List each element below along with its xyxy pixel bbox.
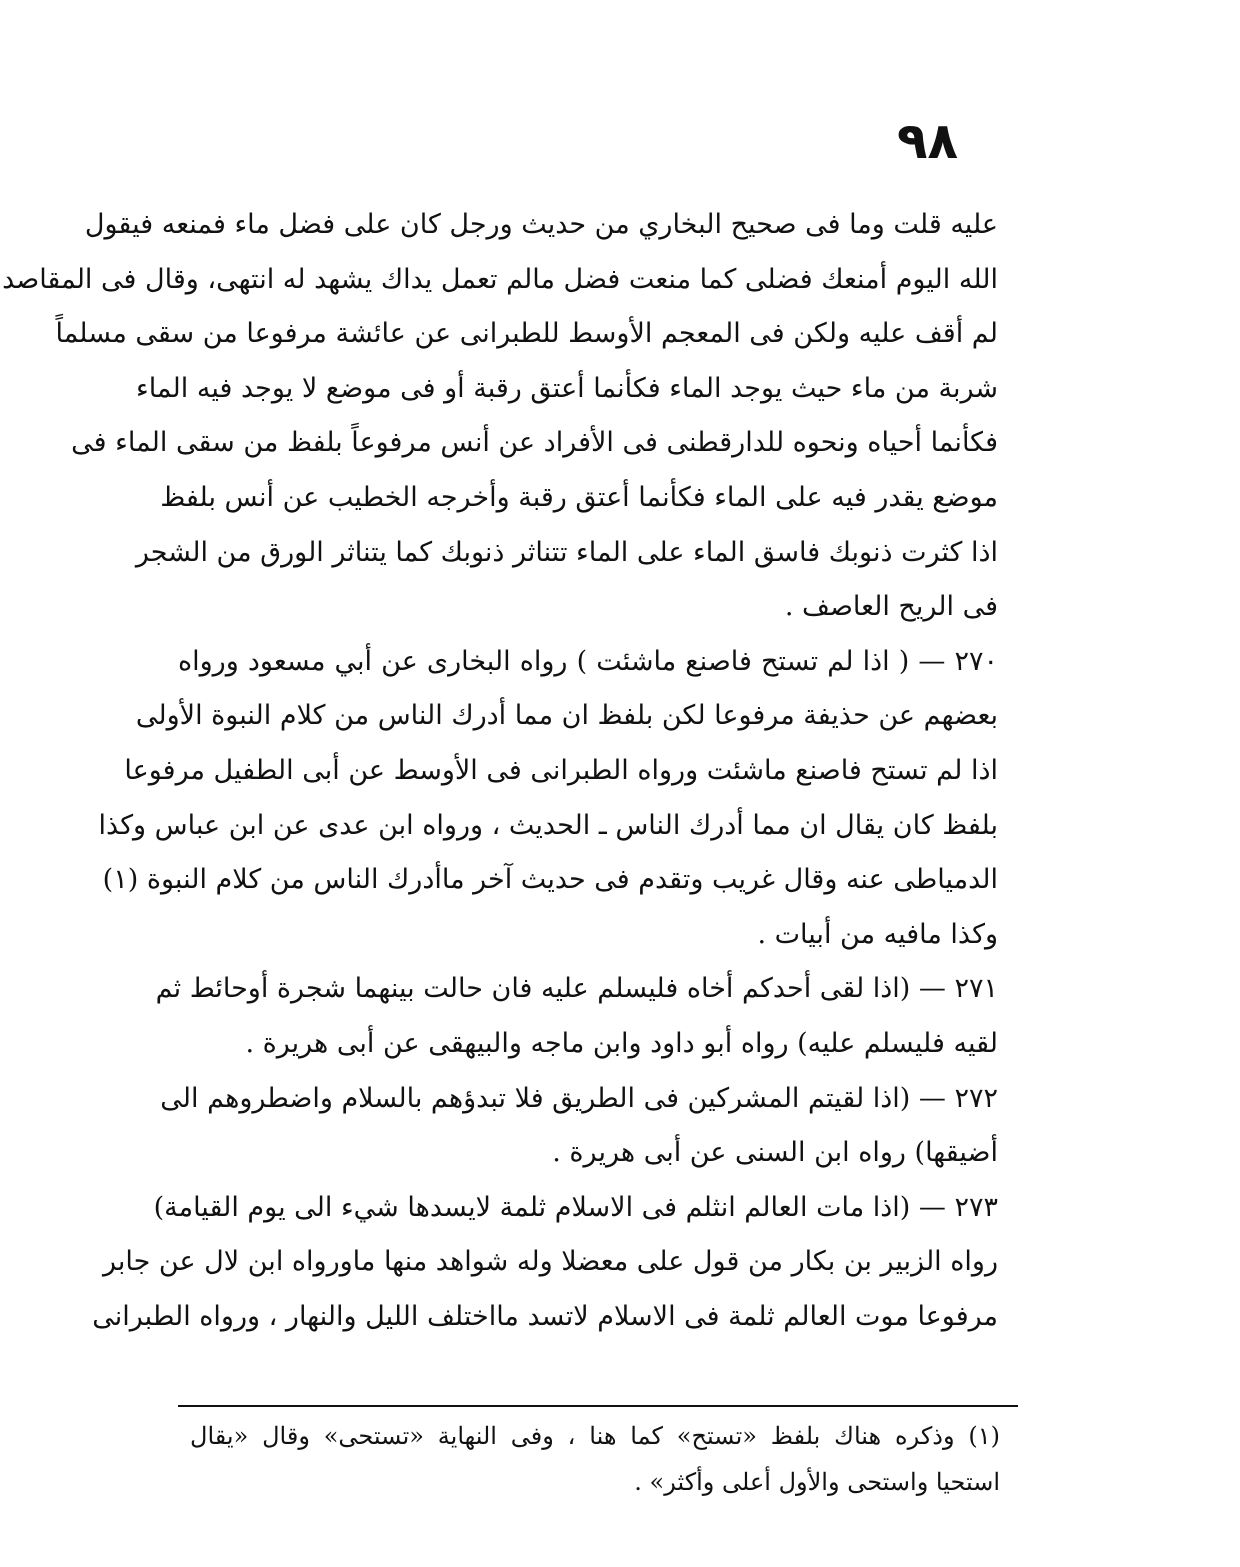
footnote-line: (١) وذكره هناك بلفظ «تستح» كما هنا ، وفى النهاية «تستحى» وقال «يقال <box>190 1422 1000 1450</box>
text-line: الله اليوم أمنعك فضلى كما منعت فضل مالم تعمل يداك يشهد له انتهى، وقال فى المقاصد <box>2 263 998 295</box>
footnote-divider <box>178 1405 1018 1407</box>
text-line: بعضهم عن حذيفة مرفوعا لكن بلفظ ان مما أدرك الناس من كلام النبوة الأولى <box>135 700 998 732</box>
footnotes <box>190 1413 1000 1505</box>
text-line: لقيه فليسلم عليه) رواه أبو داود وابن ماجه والبيهقى عن أبى هريرة . <box>245 1027 998 1059</box>
text-line: فى الريح العاصف . <box>784 591 998 623</box>
text-line: فكأنما أحياه ونحوه للدارقطنى فى الأفراد عن أنس مرفوعاً بلفظ من سقى الماء فى <box>71 427 998 459</box>
text-line: عليه قلت وما فى صحيح البخاري من حديث ورجل كان على فضل ماء فمنعه فيقول <box>84 209 998 240</box>
text-line: موضع يقدر فيه على الماء فكأنما أعتق رقبة وأخرجه الخطيب عن أنس بلفظ <box>160 481 998 513</box>
page-number: ٩٨ <box>896 112 958 170</box>
body-text <box>2 198 998 1344</box>
text-line: شربة من ماء حيث يوجد الماء فكأنما أعتق رقبة أو فى موضع لا يوجد فيه الماء <box>136 372 998 404</box>
text-line: رواه الزبير بن بكار من قول على معضلا وله شواهد منها ماورواه ابن لال عن جابر <box>103 1246 998 1278</box>
text-line: ٢٧٣ — (اذا مات العالم انثلم فى الاسلام ثلمة لايسدها شيء الى يوم القيامة) <box>153 1191 998 1223</box>
text-line: بلفظ كان يقال ان مما أدرك الناس ـ الحديث ، ورواه ابن عدى عن ابن عباس وكذا <box>98 809 998 841</box>
text-line: اذا كثرت ذنوبك فاسق الماء على الماء تتناثر ذنوبك كما يتناثر الورق من الشجر <box>135 536 998 568</box>
text-line: لم أقف عليه ولكن فى المعجم الأوسط للطبرانى عن عائشة مرفوعا من سقى مسلماً <box>55 318 998 350</box>
text-line: وكذا مافيه من أبيات . <box>757 918 998 950</box>
text-line: ٢٧٠ — ( اذا لم تستح فاصنع ماشئت ) رواه البخارى عن أبي مسعود ورواه <box>178 645 998 677</box>
text-line: الدمياطى عنه وقال غريب وتقدم فى حديث آخر ماأدرك الناس من كلام النبوة (١) <box>102 864 998 896</box>
text-line: أضيقها) رواه ابن السنى عن أبى هريرة . <box>552 1137 998 1169</box>
text-line: ٢٧٢ — (اذا لقيتم المشركين فى الطريق فلا تبدؤهم بالسلام واضطروهم الى <box>160 1082 998 1114</box>
text-line: مرفوعا موت العالم ثلمة فى الاسلام لاتسد مااختلف الليل والنهار ، ورواه الطبرانى <box>92 1300 998 1332</box>
footnote-line: استحيا واستحى والأول أعلى وأكثر» . <box>634 1468 1000 1496</box>
text-line: اذا لم تستح فاصنع ماشئت ورواه الطبرانى فى الأوسط عن أبى الطفيل مرفوعا <box>124 754 998 786</box>
text-line: ٢٧١ — (اذا لقى أحدكم أخاه فليسلم عليه فان حالت بينهما شجرة أوحائط ثم <box>155 973 998 1005</box>
